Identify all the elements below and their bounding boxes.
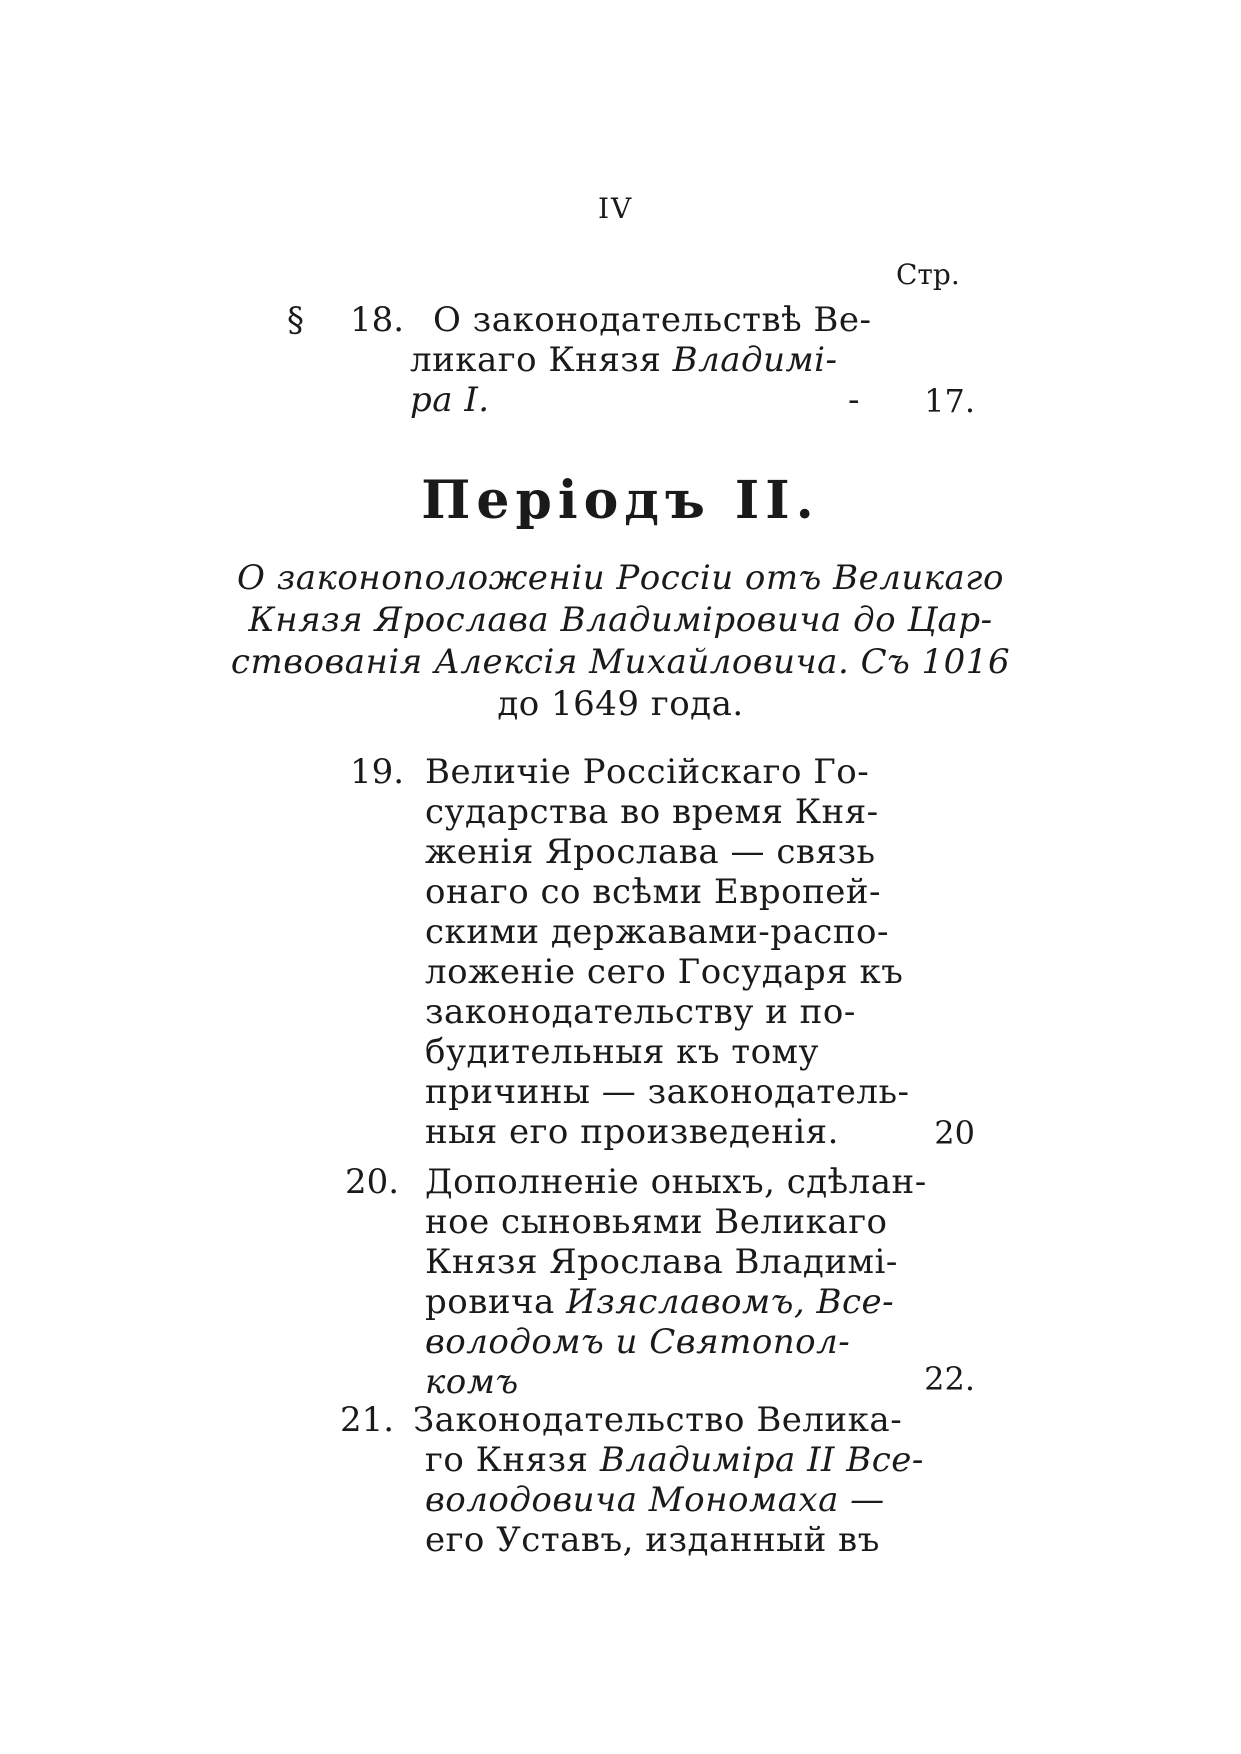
entry-number: 18. bbox=[350, 300, 405, 340]
entry-text-line: женія Ярослава — связь bbox=[425, 832, 876, 872]
entry-text-line: законодательству и по- bbox=[425, 992, 856, 1032]
leader-dash: - bbox=[848, 380, 860, 420]
entry-page-number: 22. bbox=[924, 1360, 975, 1398]
section-sign: § bbox=[287, 300, 304, 340]
entry-text-line: онаго со всѣми Европей- bbox=[425, 872, 882, 912]
entry-text-line: его Уставъ, изданный въ bbox=[425, 1520, 880, 1560]
entry-text-line: володовича Мономаха — bbox=[425, 1480, 885, 1520]
entry-text-line: ра I. bbox=[410, 380, 490, 420]
entry-text-line: причины — законодатель- bbox=[425, 1072, 910, 1112]
entry-text-line: Князя Ярослава Владимі- bbox=[425, 1242, 898, 1282]
entry-page-number: 20 bbox=[934, 1114, 975, 1152]
entry-text-line: сударства во время Кня- bbox=[425, 792, 879, 832]
entry-text-line bbox=[425, 1282, 894, 1322]
entry-text-line: Дополненіе оныхъ, сдѣлан- bbox=[425, 1162, 927, 1202]
period-summary-line: до 1649 года. bbox=[497, 684, 744, 724]
folio-number: IV bbox=[598, 192, 634, 225]
entry-page-number: 17. bbox=[924, 382, 975, 420]
period-summary-line: ствованія Алексія Михайловича. Съ 1016 bbox=[230, 642, 1011, 682]
period-summary-line: Князя Ярослава Владиміровича до Цар- bbox=[248, 600, 993, 640]
entry-number: 21. bbox=[340, 1400, 395, 1440]
entry-text-line: володомъ и Святопол- bbox=[425, 1322, 851, 1362]
entry-text-line: ныя его произведенія. bbox=[425, 1112, 839, 1152]
entry-text-segment-italic: Изяславомъ, Все- bbox=[566, 1282, 895, 1322]
page-column-header: Стр. bbox=[896, 258, 960, 291]
entry-text-line: ное сыновьями Великаго bbox=[425, 1202, 888, 1242]
entry-text-segment: ликаго Князя bbox=[410, 340, 673, 380]
period-summary-line: О законоположеніи Россіи отъ Великаго bbox=[237, 558, 1004, 598]
entry-text-line: О законодательствѣ Ве- bbox=[433, 300, 872, 340]
entry-text-line bbox=[410, 340, 838, 380]
entry-text-line: Величіе Россійскаго Го- bbox=[425, 752, 870, 792]
entry-number: 20. bbox=[345, 1162, 400, 1202]
entry-text-segment-italic: Владиміра II Все- bbox=[599, 1440, 924, 1480]
entry-text-line: комъ bbox=[425, 1362, 519, 1402]
entry-number: 19. bbox=[350, 752, 405, 792]
entry-text-line bbox=[425, 1440, 924, 1480]
entry-text-segment-italic: Владимі- bbox=[672, 340, 838, 380]
entry-text-line: скими державами-распо- bbox=[425, 912, 889, 952]
entry-text-line: ложеніе сего Государя къ bbox=[425, 952, 904, 992]
entry-text-segment: го Князя bbox=[425, 1440, 600, 1480]
period-title: Періодъ II. bbox=[421, 470, 820, 531]
entry-text-line: будительныя къ тому bbox=[425, 1032, 820, 1072]
entry-text-line: Законодательство Велика- bbox=[413, 1400, 903, 1440]
entry-text-segment: ровича bbox=[425, 1282, 567, 1322]
